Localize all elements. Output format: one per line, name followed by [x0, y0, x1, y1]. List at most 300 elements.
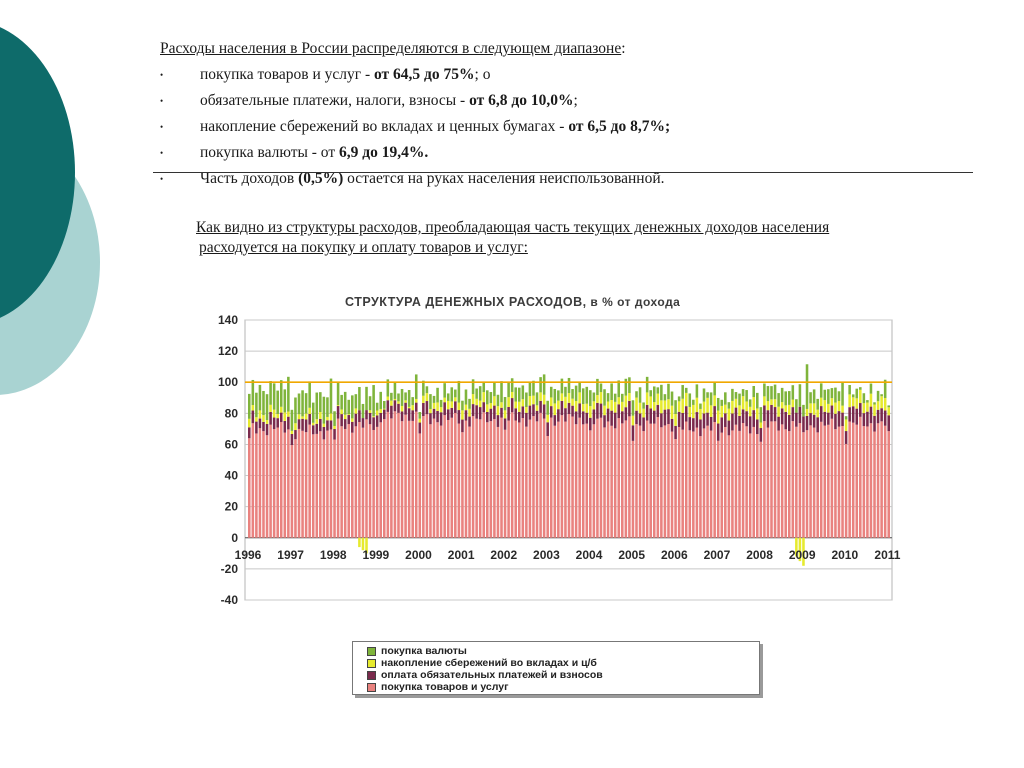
x-tick-label: 2011 — [874, 547, 901, 562]
bar-segment — [376, 403, 379, 411]
bar-segment — [806, 409, 809, 416]
bar-segment — [568, 403, 571, 414]
bar-segment — [777, 393, 780, 407]
bar-segment — [593, 401, 596, 409]
bar-segment — [252, 423, 255, 538]
bar-segment — [742, 409, 745, 423]
bar-segment — [511, 378, 514, 392]
bar-segment — [440, 407, 443, 412]
bar-segment — [252, 411, 255, 424]
bar-segment — [703, 388, 706, 401]
bullet-dot: • — [160, 174, 164, 184]
bar-segment — [340, 409, 343, 414]
bar-segment — [760, 428, 763, 442]
bar-segment — [479, 419, 482, 537]
bullet-item: • покупка валюты - от 6,9 до 19,4%. — [160, 140, 1020, 166]
bar-segment — [369, 410, 372, 413]
bar-segment — [554, 415, 557, 426]
bar-segment — [710, 392, 713, 405]
bar-segment — [600, 392, 603, 403]
bar-segment — [738, 405, 741, 416]
bar-segment — [504, 418, 507, 429]
bar-segment — [305, 420, 308, 433]
bar-segment — [649, 424, 652, 538]
bar-segment — [706, 398, 709, 413]
bar-segment — [887, 407, 890, 415]
x-tick-label: 1999 — [362, 547, 390, 562]
bar-segment — [461, 401, 464, 411]
bar-segment — [383, 409, 386, 410]
bar-segment — [635, 391, 638, 397]
bar-segment — [763, 421, 766, 538]
bar-segment — [838, 391, 841, 401]
bullet-dot: • — [160, 122, 164, 132]
bar-segment — [774, 407, 777, 421]
bar-segment — [802, 405, 805, 416]
bar-segment — [806, 364, 809, 409]
bar-segment — [333, 411, 336, 426]
bar-segment — [720, 417, 723, 432]
bar-segment — [546, 401, 549, 415]
bar-segment — [554, 389, 557, 403]
y-tick-label: 80 — [224, 406, 238, 421]
bar-segment — [756, 393, 759, 409]
bar-segment — [866, 403, 869, 412]
bar-segment — [667, 384, 670, 399]
bar-segment — [276, 391, 279, 414]
bar-segment — [269, 425, 272, 538]
bar-segment — [717, 411, 720, 424]
bar-segment — [554, 403, 557, 415]
bar-segment — [273, 429, 276, 538]
y-tick-label: -20 — [220, 561, 238, 576]
bar-segment — [461, 432, 464, 538]
bar-segment — [408, 407, 411, 408]
bar-segment — [884, 411, 887, 426]
bar-segment — [475, 399, 478, 405]
bar-segment — [831, 398, 834, 405]
bar-segment — [561, 393, 564, 401]
summary-paragraph — [196, 218, 1024, 258]
bar-segment — [788, 391, 791, 405]
bar-segment — [507, 407, 510, 421]
bar-segment — [642, 417, 645, 431]
bar-segment — [774, 399, 777, 407]
bar-segment — [422, 416, 425, 538]
bar-segment — [522, 399, 525, 406]
bar-segment — [369, 396, 372, 410]
bar-segment — [731, 413, 734, 430]
bar-segment — [607, 393, 610, 401]
x-tick-label: 2001 — [447, 547, 475, 562]
bar-segment — [255, 433, 258, 537]
bar-segment — [522, 418, 525, 538]
bar-segment — [838, 411, 841, 427]
x-tick-label: 2010 — [831, 547, 859, 562]
bar-segment — [259, 410, 262, 418]
bar-segment — [525, 407, 528, 413]
bar-segment — [745, 390, 748, 401]
bar-segment — [809, 403, 812, 413]
bar-segment — [337, 419, 340, 538]
bar-segment — [710, 405, 713, 417]
bar-segment — [813, 403, 816, 414]
bar-segment — [781, 408, 784, 424]
bar-segment — [728, 421, 731, 436]
bar-segment — [639, 387, 642, 403]
bar-segment — [369, 413, 372, 424]
legend-swatch — [367, 659, 376, 668]
bar-segment — [248, 438, 251, 538]
bar-segment — [525, 393, 528, 407]
bar-segment — [664, 410, 667, 426]
slide-text — [160, 36, 1020, 192]
bar-segment — [419, 423, 422, 434]
intro-line — [160, 36, 1020, 62]
bar-segment — [752, 386, 755, 397]
bar-segment — [490, 409, 493, 421]
bar-segment — [330, 413, 333, 420]
bar-segment — [731, 389, 734, 401]
bar-segment — [585, 413, 588, 424]
bar-segment — [557, 409, 560, 421]
bar-segment — [351, 418, 354, 421]
bar-segment — [706, 392, 709, 398]
bar-segment — [298, 414, 301, 419]
bar-segment — [355, 426, 358, 537]
bar-segment — [411, 421, 414, 538]
bar-segment — [571, 399, 574, 406]
bar-segment — [362, 428, 365, 538]
bar-segment — [859, 417, 862, 538]
bar-segment — [809, 392, 812, 403]
bar-segment — [632, 425, 635, 441]
bar-segment — [372, 416, 375, 417]
summary-line-2: расходуется на покупку и оплату товаров и услуг: — [199, 239, 528, 256]
bar-segment — [589, 418, 592, 431]
bar-segment — [649, 396, 652, 408]
bar-segment — [816, 417, 819, 432]
bar-segment — [710, 417, 713, 431]
bar-segment — [678, 412, 681, 427]
legend-item: покупка товаров и услуг — [367, 681, 509, 693]
bar-segment — [479, 407, 482, 419]
bar-segment — [689, 417, 692, 430]
bar-segment — [280, 380, 283, 407]
bar-segment — [557, 422, 560, 538]
bar-segment — [450, 408, 453, 418]
bar-segment — [532, 404, 535, 416]
bar-segment — [678, 401, 681, 411]
bar-segment — [784, 391, 787, 405]
bar-segment — [511, 398, 514, 412]
bar-segment — [614, 394, 617, 402]
bar-segment — [745, 401, 748, 411]
bar-segment — [546, 436, 549, 538]
bar-segment — [593, 424, 596, 538]
bar-segment — [610, 426, 613, 538]
bar-segment — [252, 405, 255, 410]
bar-segment — [291, 445, 294, 538]
bar-segment — [699, 404, 702, 409]
bar-segment — [571, 406, 574, 417]
bar-segment — [280, 407, 283, 413]
bar-segment — [497, 427, 500, 538]
bar-segment — [262, 422, 265, 431]
bar-segment — [774, 385, 777, 400]
bar-segment — [827, 404, 830, 413]
bar-segment — [276, 418, 279, 427]
bar-segment — [621, 394, 624, 402]
bar-segment — [657, 405, 660, 417]
bar-segment — [795, 427, 798, 538]
bar-segment — [831, 406, 834, 419]
bar-segment — [550, 397, 553, 406]
bar-segment — [848, 422, 851, 538]
bar-segment — [408, 421, 411, 538]
bar-segment — [458, 410, 461, 423]
bar-segment — [482, 402, 485, 412]
bar-segment — [490, 403, 493, 409]
bar-segment — [436, 411, 439, 422]
bar-segment — [831, 388, 834, 398]
bar-segment — [347, 415, 350, 424]
bar-segment — [273, 383, 276, 409]
bar-segment — [792, 407, 795, 421]
bar-segment — [390, 393, 393, 401]
bar-segment — [454, 397, 457, 401]
bullet-dot: • — [160, 70, 164, 80]
bar-segment — [323, 397, 326, 424]
bar-segment — [699, 409, 702, 420]
bar-segment — [689, 393, 692, 407]
bar-segment — [287, 429, 290, 537]
bar-segment — [379, 413, 382, 422]
bar-segment — [397, 401, 400, 403]
bar-segment — [767, 386, 770, 401]
bar-segment — [333, 439, 336, 537]
bar-segment — [678, 396, 681, 401]
bar-segment — [376, 427, 379, 538]
bar-segment — [280, 413, 283, 422]
bar-segment — [404, 392, 407, 400]
bar-segment — [795, 399, 798, 412]
bar-segment — [468, 427, 471, 538]
bar-segment — [394, 382, 397, 399]
bar-segment — [749, 416, 752, 433]
bar-segment — [330, 420, 333, 429]
legend-item: накопление сбережений во вкладах и ц/б — [367, 657, 597, 669]
bar-segment — [532, 396, 535, 405]
bar-segment — [760, 442, 763, 538]
bar-segment — [628, 393, 631, 401]
bar-segment — [788, 431, 791, 538]
bar-segment — [745, 426, 748, 537]
bar-segment — [738, 394, 741, 406]
bar-segment — [671, 406, 674, 419]
bar-segment — [571, 389, 574, 399]
bar-segment — [735, 425, 738, 538]
bar-segment — [802, 432, 805, 538]
bar-segment — [415, 374, 418, 399]
bar-segment — [543, 395, 546, 405]
divider-line — [153, 172, 973, 173]
bar-segment — [333, 429, 336, 439]
bar-segment — [443, 398, 446, 403]
bar-segment — [564, 422, 567, 538]
bar-segment — [642, 402, 645, 408]
bar-segment — [720, 406, 723, 417]
bar-segment — [632, 416, 635, 426]
bar-segment — [827, 425, 830, 538]
bar-segment — [870, 384, 873, 394]
bar-segment — [564, 408, 567, 421]
bar-segment — [582, 424, 585, 537]
bar-segment — [376, 411, 379, 416]
bar-segment — [301, 419, 304, 431]
bar-segment — [827, 413, 830, 425]
bar-segment — [767, 401, 770, 410]
bar-segment — [660, 427, 663, 537]
bar-segment — [887, 415, 890, 431]
bar-segment — [426, 386, 429, 393]
bar-segment — [436, 422, 439, 538]
bar-segment — [344, 415, 347, 419]
bar-segment — [561, 379, 564, 394]
bar-segment — [291, 431, 294, 434]
bar-segment — [404, 415, 407, 538]
bar-segment — [497, 395, 500, 406]
bar-segment — [429, 413, 432, 424]
bar-segment — [667, 399, 670, 409]
bar-segment — [834, 388, 837, 403]
bar-segment — [813, 389, 816, 403]
bar-segment — [330, 429, 333, 537]
bar-segment — [834, 403, 837, 414]
bar-segment — [642, 431, 645, 538]
bar-segment — [841, 406, 844, 413]
bar-segment — [820, 398, 823, 406]
bar-segment — [358, 538, 361, 547]
bar-segment — [724, 427, 727, 538]
bar-segment — [841, 413, 844, 426]
bar-segment — [635, 398, 638, 411]
bar-segment — [436, 402, 439, 411]
bar-segment — [319, 431, 322, 538]
bar-segment — [568, 378, 571, 393]
bar-segment — [845, 444, 848, 538]
bar-segment — [784, 405, 787, 412]
legend-swatch — [367, 671, 376, 680]
bar-segment — [532, 416, 535, 538]
bar-segment — [863, 403, 866, 413]
bar-segment — [507, 421, 510, 538]
bar-segment — [546, 415, 549, 422]
bar-segment — [401, 389, 404, 406]
bar-segment — [305, 432, 308, 538]
x-tick-label: 1998 — [319, 547, 347, 562]
bar-segment — [770, 421, 773, 537]
bar-segment — [763, 396, 766, 405]
bar-segment — [870, 394, 873, 407]
bar-segment — [561, 415, 564, 538]
bar-segment — [717, 398, 720, 411]
bar-segment — [387, 400, 390, 412]
bar-segment — [351, 433, 354, 538]
bar-segment — [305, 393, 308, 413]
bar-segment — [419, 419, 422, 423]
bar-segment — [582, 388, 585, 404]
bar-segment — [319, 412, 322, 419]
bar-segment — [315, 434, 318, 538]
bar-segment — [365, 410, 368, 419]
bar-segment — [390, 418, 393, 537]
bar-segment — [561, 401, 564, 415]
bar-segment — [699, 419, 702, 436]
bar-segment — [738, 431, 741, 538]
bar-segment — [518, 422, 521, 537]
bar-segment — [706, 426, 709, 538]
bar-segment — [372, 417, 375, 430]
chart-title: СТРУКТУРА ДЕНЕЖНЫХ РАСХОДОВ, в % от дохода — [345, 295, 681, 309]
bar-segment — [660, 400, 663, 413]
bar-segment — [514, 387, 517, 401]
bar-segment — [667, 424, 670, 538]
bar-segment — [781, 388, 784, 402]
bar-segment — [284, 412, 287, 421]
bar-segment — [632, 441, 635, 538]
bar-segment — [625, 420, 628, 537]
bar-segment — [735, 408, 738, 425]
bar-segment — [490, 392, 493, 403]
bar-segment — [266, 420, 269, 424]
bar-segment — [820, 383, 823, 397]
x-tick-label: 2004 — [575, 547, 603, 562]
bar-segment — [419, 412, 422, 419]
bar-segment — [838, 401, 841, 411]
bar-segment — [475, 405, 478, 419]
bar-segment — [664, 394, 667, 400]
bar-segment — [358, 410, 361, 422]
bar-segment — [351, 422, 354, 433]
bar-segment — [873, 402, 876, 404]
bar-segment — [276, 427, 279, 537]
bar-segment — [639, 413, 642, 425]
bar-segment — [696, 384, 699, 397]
bar-segment — [884, 426, 887, 538]
bar-segment — [685, 406, 688, 421]
bar-segment — [667, 409, 670, 424]
bar-segment — [681, 399, 684, 413]
bar-segment — [799, 407, 802, 423]
bar-segment — [252, 380, 255, 405]
bar-segment — [625, 396, 628, 408]
bar-segment — [529, 396, 532, 406]
bar-segment — [312, 425, 315, 434]
bar-segment — [582, 404, 585, 411]
bar-segment — [426, 393, 429, 401]
bar-segment — [475, 419, 478, 538]
bar-segment — [529, 420, 532, 538]
bar-segment — [596, 395, 599, 403]
bar-segment — [749, 407, 752, 416]
bar-segment — [756, 434, 759, 538]
bar-segment — [554, 426, 557, 538]
bar-segment — [806, 430, 809, 538]
bar-segment — [657, 417, 660, 538]
bar-segment — [607, 401, 610, 408]
bar-segment — [877, 410, 880, 423]
